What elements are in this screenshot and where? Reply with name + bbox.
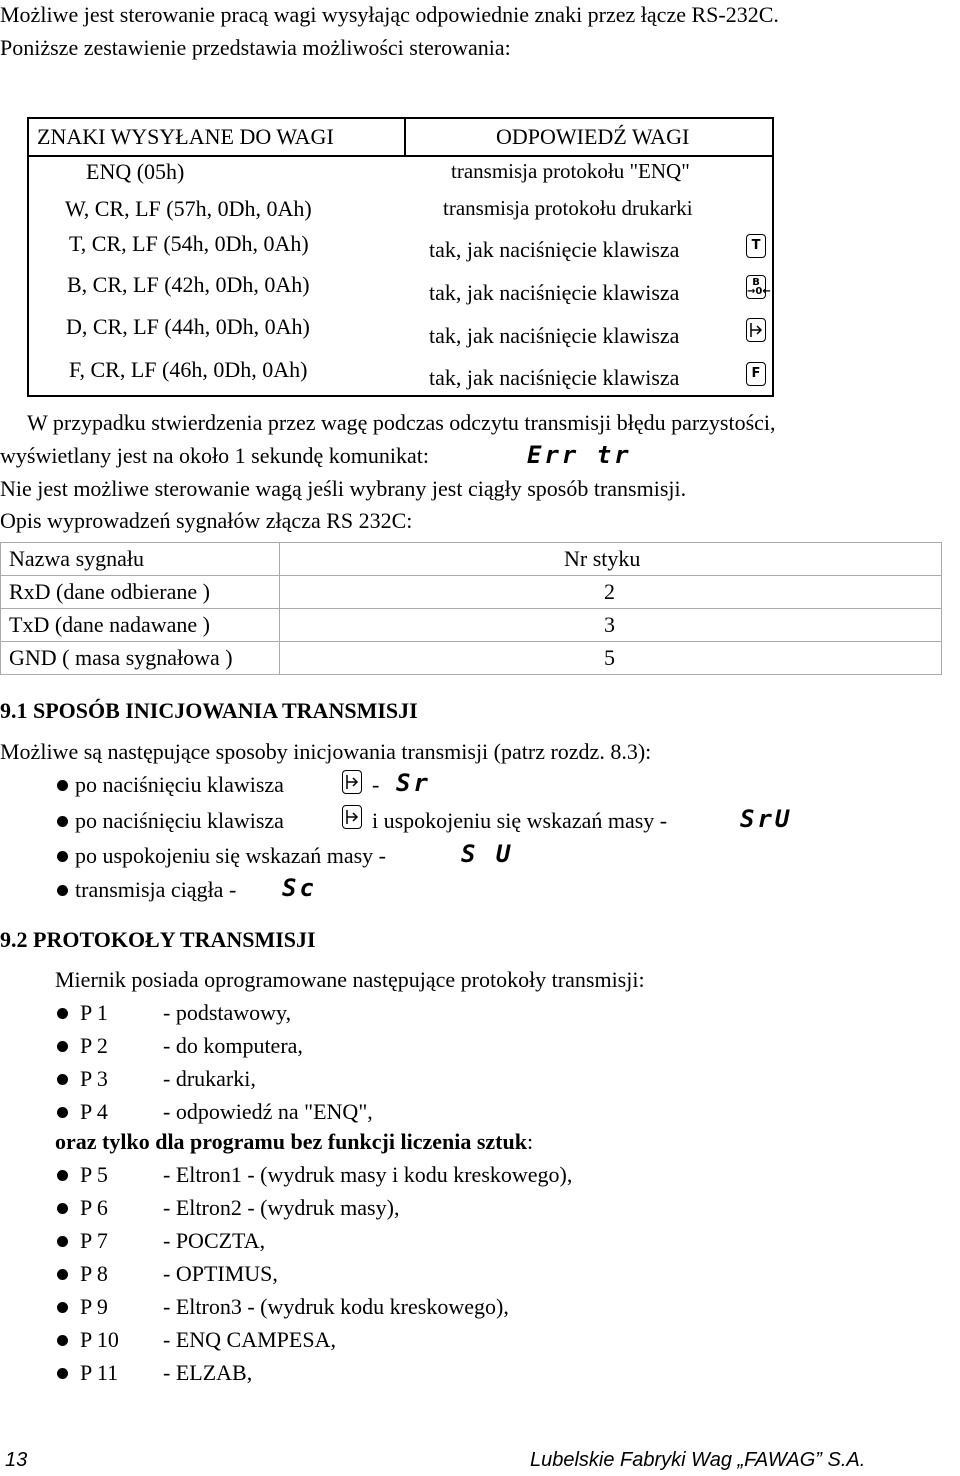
intro-line-1: Możliwe jest sterowanie pracą wagi wysyłając odpowiednie znaki przez łącze RS-232C. xyxy=(0,2,779,27)
table-row xyxy=(1,576,942,609)
bullet-icon xyxy=(57,1008,68,1019)
protocol-desc: - OPTIMUS, xyxy=(163,1261,278,1286)
protocol-desc: - Eltron2 - (wydruk masy), xyxy=(163,1195,400,1220)
bullet-icon xyxy=(57,1074,68,1085)
protocol-code: P 9 xyxy=(80,1294,108,1319)
command-table-header-response: ODPOWIEDŹ WAGI xyxy=(496,124,690,149)
function-key-icon: F xyxy=(746,362,766,386)
intro-line-2: Poniższe zestawienie przedstawia możliwości sterowania: xyxy=(0,35,511,60)
command-table-header-sent: ZNAKI WYSYŁANE DO WAGI xyxy=(37,124,334,149)
signal-table xyxy=(0,542,942,675)
protocol-desc: - POCZTA, xyxy=(163,1228,266,1253)
bullet-icon xyxy=(57,1203,68,1214)
section-9-1-title: 9.1 SPOSÓB INICJOWANIA TRANSMISJI xyxy=(0,698,418,723)
protocol-desc: - Eltron1 - (wydruk masy i kodu kreskowego), xyxy=(163,1162,573,1187)
tare-key-icon: T xyxy=(746,234,766,258)
table-cell: RxD (dane odbierane ) xyxy=(1,576,280,609)
bullet-icon xyxy=(57,885,68,896)
protocol-desc: - podstawowy, xyxy=(163,1000,292,1025)
protocol-code: P 3 xyxy=(80,1066,108,1091)
table-cell: 3 xyxy=(280,609,942,642)
row-sent: ENQ (05h) xyxy=(86,159,185,184)
protocol-note xyxy=(55,1131,533,1153)
bullet-icon xyxy=(57,1170,68,1181)
command-table xyxy=(27,117,774,397)
row-sent: D, CR, LF (44h, 0Dh, 0Ah) xyxy=(66,314,310,339)
print-key-icon xyxy=(342,805,362,829)
init-item-text: po naciśnięciu klawisza xyxy=(75,808,284,833)
row-response: transmisja protokołu drukarki xyxy=(443,196,693,220)
bullet-icon xyxy=(57,1269,68,1280)
print-key-icon xyxy=(342,770,362,794)
section-9-1-intro: Możliwe są następujące sposoby inicjowania transmisji (patrz rozdz. 8.3): xyxy=(0,739,652,764)
protocol-code: P 7 xyxy=(80,1228,108,1253)
protocol-code: P 4 xyxy=(80,1099,108,1124)
page-number: 13 xyxy=(5,1449,28,1471)
init-item-display: SrU xyxy=(740,805,793,833)
protocol-desc: - odpowiedź na "ENQ", xyxy=(163,1099,373,1124)
protocol-note-colon: : xyxy=(526,1129,534,1154)
bullet-icon xyxy=(57,780,68,791)
protocol-desc: - do komputera, xyxy=(163,1033,303,1058)
table-cell: 5 xyxy=(280,642,942,675)
protocol-code: P 10 xyxy=(80,1327,119,1352)
bullet-icon xyxy=(57,1368,68,1379)
row-sent: W, CR, LF (57h, 0Dh, 0Ah) xyxy=(65,196,312,221)
init-item-text: po uspokojeniu się wskazań masy - xyxy=(75,843,386,868)
parity-line-3: Nie jest możliwe sterowanie wagą jeśli wybrany jest ciągły sposób transmisji. xyxy=(0,476,687,501)
table-cell: TxD (dane nadawane ) xyxy=(1,609,280,642)
protocol-code: P 1 xyxy=(80,1000,108,1025)
print-key-icon xyxy=(746,318,766,342)
bullet-icon xyxy=(57,1236,68,1247)
bullet-icon xyxy=(57,851,68,862)
row-sent: F, CR, LF (46h, 0Dh, 0Ah) xyxy=(69,357,308,382)
init-item-display: Sc xyxy=(282,874,317,902)
protocol-code: P 8 xyxy=(80,1261,108,1286)
row-sent: B, CR, LF (42h, 0Dh, 0Ah) xyxy=(67,272,310,297)
table-row xyxy=(1,609,942,642)
init-item-suffix: i uspokojeniu się wskazań masy - xyxy=(372,808,668,833)
init-item-text: po naciśnięciu klawisza xyxy=(75,772,284,797)
protocol-desc: - Eltron3 - (wydruk kodu kreskowego), xyxy=(163,1294,509,1319)
row-response: tak, jak naciśnięcie klawisza xyxy=(429,237,680,262)
table-row xyxy=(1,543,942,576)
zero-key-icon: B →0← xyxy=(747,277,771,297)
bullet-icon xyxy=(57,1302,68,1313)
row-response: transmisja protokołu "ENQ" xyxy=(451,159,690,183)
protocol-desc: - ELZAB, xyxy=(163,1360,253,1385)
init-item-text: transmisja ciągła - xyxy=(75,877,237,902)
table-header-cell: Nazwa sygnału xyxy=(1,543,280,576)
bullet-icon xyxy=(57,1107,68,1118)
company-name: Lubelskie Fabryki Wag „FAWAG” S.A. xyxy=(530,1449,866,1471)
row-response: tak, jak naciśnięcie klawisza xyxy=(429,280,680,305)
protocol-code: P 5 xyxy=(80,1162,108,1187)
table-row xyxy=(1,642,942,675)
protocol-code: P 6 xyxy=(80,1195,108,1220)
section-9-2-title: 9.2 PROTOKOŁY TRANSMISJI xyxy=(0,927,316,952)
parity-line-4: Opis wyprowadzeń sygnałów złącza RS 232C: xyxy=(0,508,413,533)
init-item-display: S U xyxy=(461,840,514,868)
protocol-desc: - drukarki, xyxy=(163,1066,256,1091)
bullet-icon xyxy=(57,816,68,827)
parity-line-2: wyświetlany jest na około 1 sekundę komunikat: xyxy=(0,443,429,468)
init-item-display: Sr xyxy=(396,769,431,797)
bullet-icon xyxy=(57,1041,68,1052)
row-sent: T, CR, LF (54h, 0Dh, 0Ah) xyxy=(69,231,309,256)
table-cell: 2 xyxy=(280,576,942,609)
error-display: Err tr xyxy=(527,441,632,469)
parity-line-1: W przypadku stwierdzenia przez wagę podczas odczytu transmisji błędu parzystości, xyxy=(27,410,776,435)
row-response: tak, jak naciśnięcie klawisza xyxy=(429,365,680,390)
protocol-code: P 2 xyxy=(80,1033,108,1058)
bullet-icon xyxy=(57,1335,68,1346)
section-9-2-intro: Miernik posiada oprogramowane następujące protokoły transmisji: xyxy=(55,967,645,992)
protocol-desc: - ENQ CAMPESA, xyxy=(163,1327,336,1352)
protocol-note-bold: oraz tylko dla programu bez funkcji liczenia sztuk xyxy=(55,1129,527,1154)
table-cell: GND ( masa sygnałowa ) xyxy=(1,642,280,675)
init-item-suffix: - xyxy=(372,772,380,797)
table-header-cell: Nr styku xyxy=(280,543,942,576)
row-response: tak, jak naciśnięcie klawisza xyxy=(429,323,680,348)
protocol-code: P 11 xyxy=(80,1360,119,1385)
